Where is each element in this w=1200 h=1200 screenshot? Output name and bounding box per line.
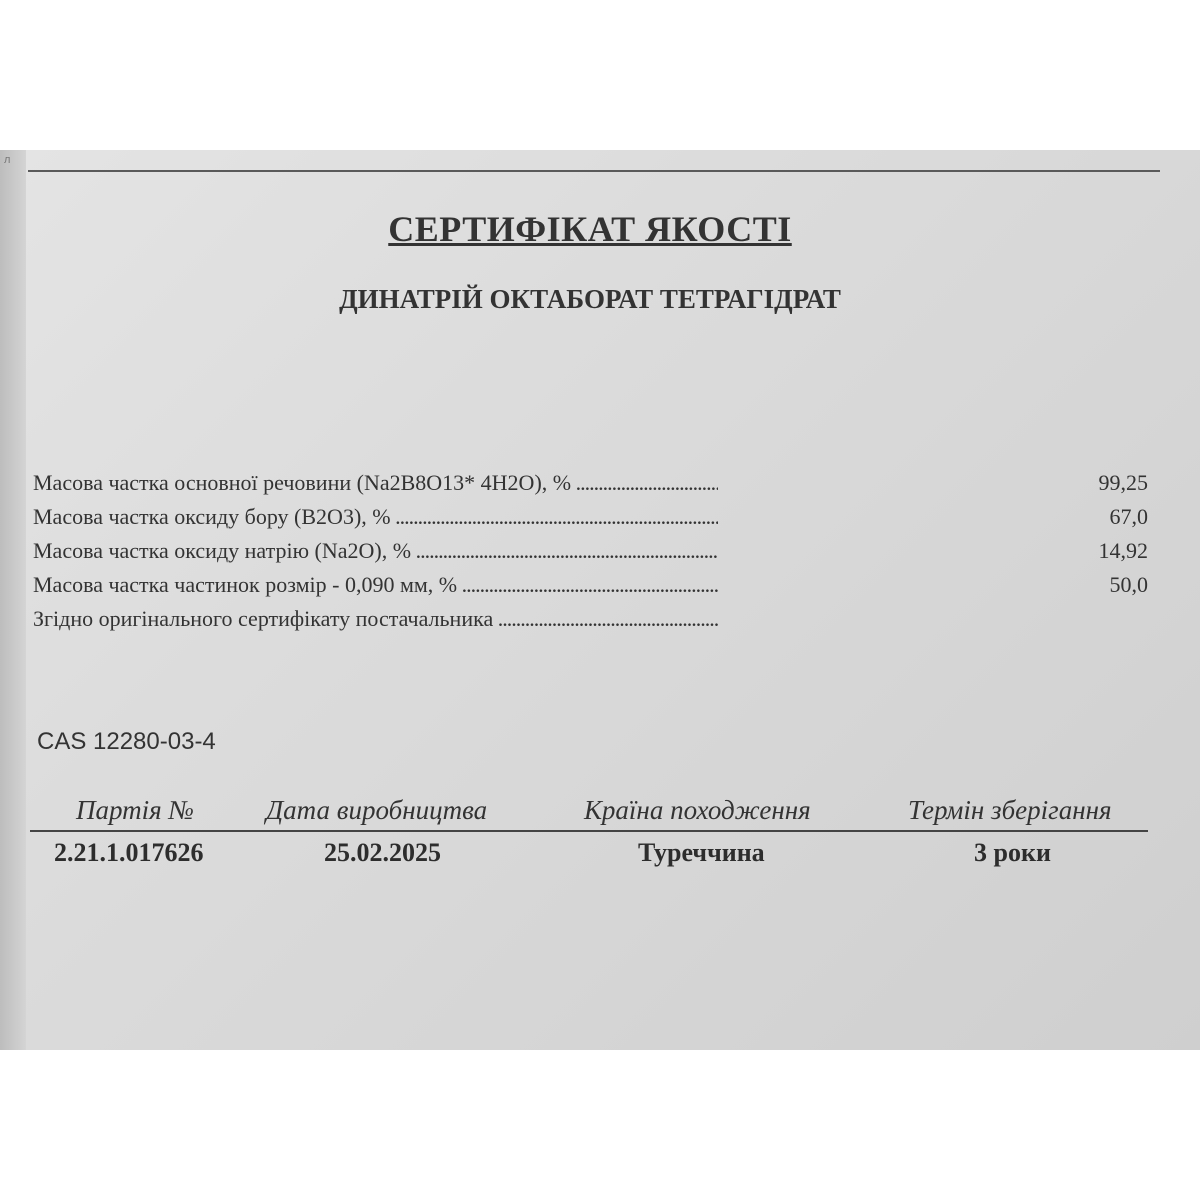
spec-value: 50,0	[1109, 572, 1148, 597]
spec-label: Масова частка частинок розмір - 0,090 мм, % .....	[33, 572, 718, 598]
document-photo	[0, 150, 1200, 1050]
spec-value: 67,0	[1109, 504, 1148, 529]
spec-row	[33, 606, 1148, 640]
cell-batch: 2.21.1.017626	[54, 838, 204, 867]
spec-label: Згідно оригінального сертифікату постачальника .....	[33, 606, 718, 632]
header-shelf-life: Термін зберігання	[908, 795, 1112, 825]
certificate-title: СЕРТИФІКАТ ЯКОСТІ	[388, 209, 792, 249]
top-rule	[28, 170, 1160, 172]
spec-row	[33, 538, 1148, 572]
header-production-date: Дата виробництва	[266, 795, 488, 825]
spec-value: 14,92	[1098, 538, 1148, 563]
cell-country: Туреччина	[638, 838, 765, 867]
spec-list	[33, 470, 1148, 640]
cell-production-date: 25.02.2025	[324, 838, 441, 867]
spec-row	[33, 504, 1148, 538]
table-rule	[30, 830, 1148, 832]
spec-value: 99,25	[1098, 470, 1148, 495]
header-batch: Партія №	[76, 795, 194, 825]
header-country: Країна походження	[584, 795, 811, 825]
spec-label: Масова частка оксиду бору (B2O3), % .....	[33, 504, 718, 530]
left-page-edge: л	[0, 150, 26, 1050]
product-name: ДИНАТРІЙ ОКТАБОРАТ ТЕТРАГІДРАТ	[339, 284, 841, 314]
cell-shelf-life: 3 роки	[974, 838, 1051, 867]
spec-row	[33, 572, 1148, 606]
spec-label: Масова частка основної речовини (Na2B8O13* 4H2O), % .....	[33, 470, 718, 496]
cas-number: CAS 12280-03-4	[37, 728, 216, 755]
spec-label: Масова частка оксиду натрію (Na2O), % .....	[33, 538, 718, 564]
spec-row	[33, 470, 1148, 504]
